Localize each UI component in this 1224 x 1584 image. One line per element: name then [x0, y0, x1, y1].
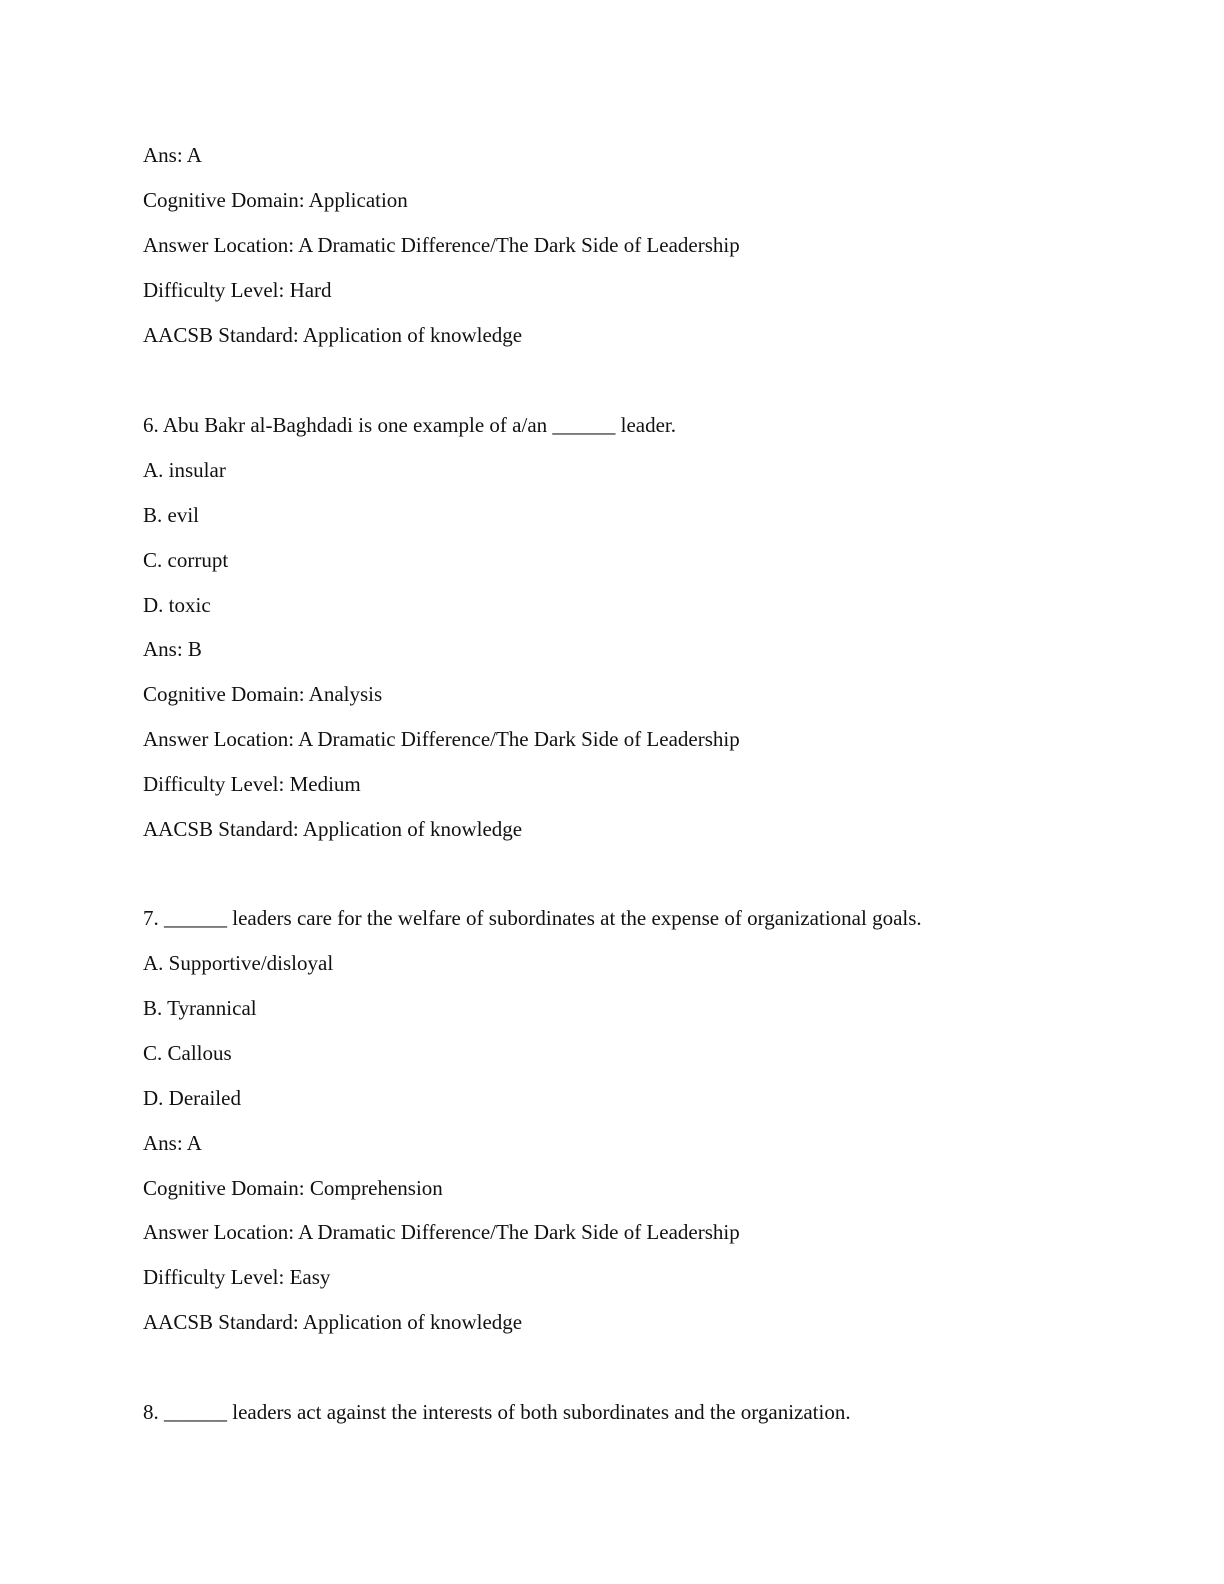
question-6-answer: Ans: B — [143, 637, 202, 661]
question-6-cognitive-domain: Cognitive Domain: Analysis — [143, 682, 383, 706]
question-6-option-a: A. insular — [143, 458, 226, 482]
question-8-stem: 8. ______ leaders act against the interests of both subordinates and the organization. — [143, 1400, 851, 1424]
question-7-cognitive-domain: Cognitive Domain: Comprehension — [143, 1176, 443, 1200]
question-6-answer-location: Answer Location: A Dramatic Difference/The Dark Side of Leadership — [143, 727, 740, 751]
question-6-stem: 6. Abu Bakr al-Baghdadi is one example of a/an ______ leader. — [143, 413, 677, 437]
question-6-option-d: D. toxic — [143, 593, 211, 617]
question-6-difficulty: Difficulty Level: Medium — [143, 772, 361, 796]
question-7-option-b: B. Tyrannical — [143, 996, 257, 1020]
question-7-option-a: A. Supportive/disloyal — [143, 951, 334, 975]
question-6-aacsb: AACSB Standard: Application of knowledge — [143, 817, 523, 841]
question-7-answer-location: Answer Location: A Dramatic Difference/The Dark Side of Leadership — [143, 1220, 740, 1244]
question-7-difficulty: Difficulty Level: Easy — [143, 1265, 331, 1289]
answer-location-line: Answer Location: A Dramatic Difference/The Dark Side of Leadership — [143, 233, 740, 257]
aacsb-line: AACSB Standard: Application of knowledge — [143, 323, 523, 347]
question-7-aacsb: AACSB Standard: Application of knowledge — [143, 1310, 523, 1334]
cognitive-domain-line: Cognitive Domain: Application — [143, 188, 408, 212]
question-6-option-c: C. corrupt — [143, 548, 229, 572]
difficulty-line: Difficulty Level: Hard — [143, 278, 332, 302]
question-6-option-b: B. evil — [143, 503, 199, 527]
question-7-answer: Ans: A — [143, 1131, 202, 1155]
question-7-stem: 7. ______ leaders care for the welfare of subordinates at the expense of organizational goals. — [143, 906, 922, 930]
answer-line: Ans: A — [143, 143, 202, 167]
question-7-option-c: C. Callous — [143, 1041, 232, 1065]
question-7-option-d: D. Derailed — [143, 1086, 241, 1110]
